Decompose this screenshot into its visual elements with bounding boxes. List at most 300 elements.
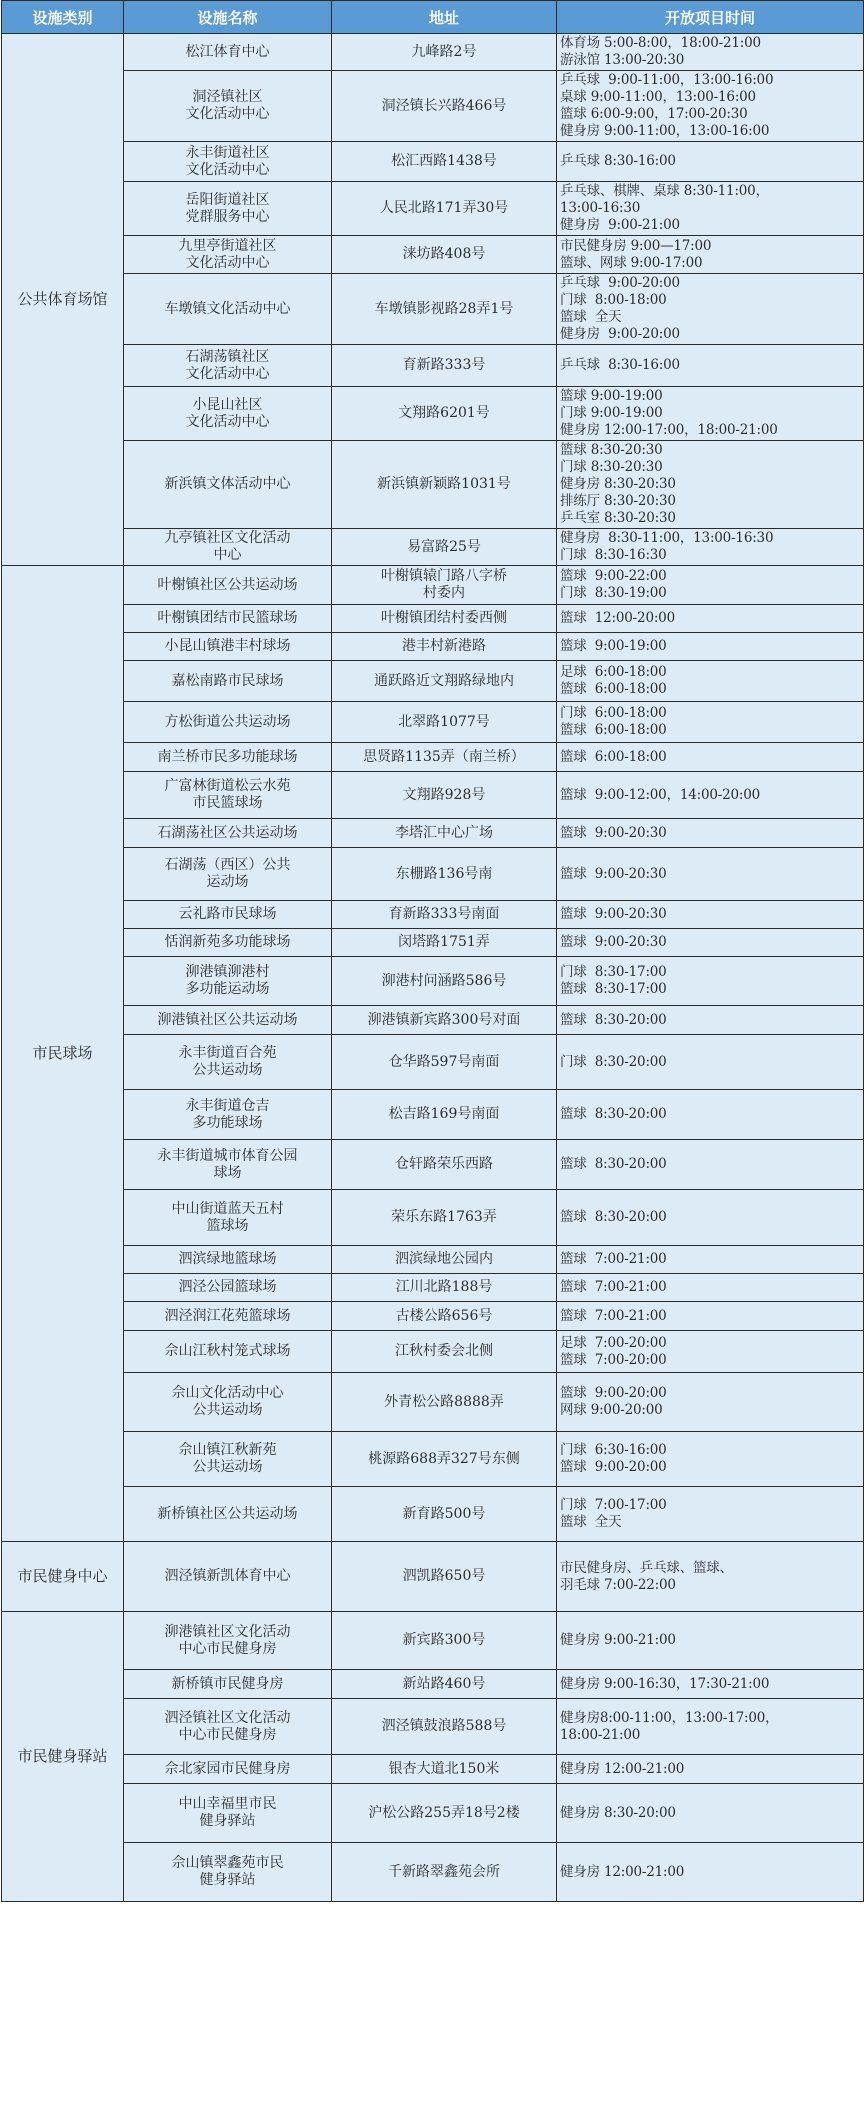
hours-cell-line: 篮球 9:00-20:30 xyxy=(560,906,667,922)
hours-cell-line: 篮球 9:00-22:00 xyxy=(560,568,667,584)
address-cell-line: 北翠路1077号 xyxy=(398,713,490,730)
table-row xyxy=(2,1784,864,1843)
facility-name-cell-line: 公共运动场 xyxy=(192,1062,263,1078)
facility-name-cell xyxy=(124,1302,332,1331)
address-cell xyxy=(332,1542,557,1612)
address-cell-line: 车墩镇影视路28弄1号 xyxy=(374,300,514,317)
table-row xyxy=(2,274,864,345)
facility-name-cell-line: 泖港镇社区公共运动场 xyxy=(157,1011,298,1028)
header-open-hours: 开放项目时间 xyxy=(557,1,864,34)
address-cell xyxy=(332,1190,557,1246)
hours-cell-line: 足球 7:00-20:00 xyxy=(560,1334,667,1351)
hours-cell-line: 健身房 9:00-11:00，13:00-16:00 xyxy=(560,123,770,139)
facility-name-cell-line: 泗滨绿地篮球场 xyxy=(178,1251,277,1267)
address-cell-line: 荣乐东路1763弄 xyxy=(391,1209,497,1225)
table-row xyxy=(2,182,864,236)
hours-cell xyxy=(557,743,864,772)
hours-cell-line: 健身房 12:00-21:00 xyxy=(560,1760,685,1777)
facility-name-cell-line: 佘山镇江秋新苑 xyxy=(178,1442,277,1458)
table-row xyxy=(2,1274,864,1302)
facility-name-cell xyxy=(124,772,332,819)
facility-name-cell-line: 方松街道公共运动场 xyxy=(164,713,291,730)
address-cell xyxy=(332,236,557,274)
address-cell-line: 村委内 xyxy=(423,585,465,601)
hours-cell xyxy=(557,1612,864,1670)
facility-name-cell-line: 文化活动中心 xyxy=(185,365,270,382)
facility-name-cell xyxy=(124,1612,332,1670)
address-cell-line: 九峰路2号 xyxy=(411,43,477,60)
table-row xyxy=(2,1246,864,1274)
facility-name-cell-line: 多功能球场 xyxy=(192,1114,263,1131)
table-row xyxy=(2,957,864,1006)
address-cell xyxy=(332,1006,557,1035)
address-cell-line: 东栅路136号南 xyxy=(395,865,493,882)
address-cell xyxy=(332,1784,557,1843)
address-cell-line: 思贤路1135弄（南兰桥） xyxy=(363,748,525,765)
hours-cell-line: 篮球 7:00-21:00 xyxy=(560,1307,667,1324)
facility-name-cell xyxy=(124,819,332,848)
hours-cell xyxy=(557,1090,864,1140)
hours-cell xyxy=(557,1670,864,1699)
facility-name-cell-line: 叶榭镇社区公共运动场 xyxy=(157,576,298,593)
address-cell-line: 育新路333号南面 xyxy=(388,906,500,922)
facility-name-cell xyxy=(124,441,332,529)
facility-name-cell-line: 车墩镇文化活动中心 xyxy=(164,300,291,317)
hours-cell xyxy=(557,71,864,142)
facility-name-cell xyxy=(124,848,332,901)
address-cell xyxy=(332,34,557,71)
hours-cell xyxy=(557,387,864,441)
facility-table xyxy=(1,0,864,1902)
hours-cell-line: 乒乓球 8:30-16:00 xyxy=(560,153,676,169)
hours-cell-line: 篮球 8:30-20:30 xyxy=(560,442,663,458)
table-row xyxy=(2,1542,864,1612)
address-cell xyxy=(332,1274,557,1302)
facility-name-cell xyxy=(124,142,332,182)
hours-cell-line: 乒乓球 8:30-16:00 xyxy=(560,357,680,373)
facility-name-cell-line: 新桥镇社区公共运动场 xyxy=(157,1505,298,1522)
facility-name-cell-line: 健身驿站 xyxy=(199,1813,256,1829)
facility-name-cell-line: 中心 xyxy=(213,547,242,563)
hours-cell-line: 篮球 6:00-18:00 xyxy=(560,681,667,697)
hours-cell xyxy=(557,772,864,819)
hours-cell xyxy=(557,901,864,929)
facility-name-cell xyxy=(124,743,332,772)
hours-cell-line: 门球 8:30-20:30 xyxy=(560,459,663,475)
facility-name-cell-line: 文化活动中心 xyxy=(185,413,270,430)
table-row xyxy=(2,529,864,566)
table-row xyxy=(2,1432,864,1487)
hours-cell xyxy=(557,1331,864,1373)
hours-cell-line: 篮球 9:00-20:00 xyxy=(560,1385,667,1401)
address-cell xyxy=(332,1755,557,1784)
address-cell-line: 叶榭镇辕门路八字桥 xyxy=(381,568,507,584)
hours-cell-line: 篮球 8:30-20:00 xyxy=(560,1156,667,1172)
hours-cell-line: 篮球 9:00-20:30 xyxy=(560,934,667,950)
address-cell xyxy=(332,819,557,848)
facility-name-cell-line: 中心市民健身房 xyxy=(178,1726,277,1743)
table-row xyxy=(2,743,864,772)
facility-name-cell-line: 文化活动中心 xyxy=(185,254,270,271)
facility-name-cell xyxy=(124,1274,332,1302)
address-cell xyxy=(332,1612,557,1670)
table-row xyxy=(2,1090,864,1140)
hours-cell xyxy=(557,1274,864,1302)
facility-name-cell-line: 小昆山镇港丰村球场 xyxy=(164,638,291,654)
facility-name-cell xyxy=(124,529,332,566)
table-row xyxy=(2,1190,864,1246)
hours-cell-line: 健身房 9:00-16:30，17:30-21:00 xyxy=(560,1675,770,1692)
hours-cell-line: 篮球 8:30-20:00 xyxy=(560,1209,667,1225)
table-row xyxy=(2,1140,864,1190)
facility-name-cell xyxy=(124,182,332,236)
table-row xyxy=(2,702,864,743)
address-cell-line: 易富路25号 xyxy=(407,538,481,555)
facility-name-cell xyxy=(124,1331,332,1373)
table-row xyxy=(2,1755,864,1784)
hours-cell-line: 18:00-21:00 xyxy=(560,1726,641,1743)
facility-name-cell xyxy=(124,71,332,142)
hours-cell-line: 篮球 7:00-21:00 xyxy=(560,1251,667,1267)
hours-cell-line: 篮球 8:30-20:00 xyxy=(560,1011,667,1028)
address-cell-line: 仓华路597号南面 xyxy=(388,1053,500,1070)
address-cell xyxy=(332,1487,557,1542)
address-cell-line: 外青松公路8888弄 xyxy=(384,1393,504,1410)
hours-cell xyxy=(557,182,864,236)
hours-cell-line: 羽毛球 7:00-22:00 xyxy=(560,1576,676,1593)
header-row xyxy=(2,1,864,34)
hours-cell xyxy=(557,957,864,1006)
table-row xyxy=(2,901,864,929)
hours-cell-line: 篮球 6:00-18:00 xyxy=(560,722,667,738)
facility-name-cell-line: 球场 xyxy=(213,1164,242,1181)
facility-name-cell xyxy=(124,929,332,957)
hours-cell-line: 篮球、网球 9:00-17:00 xyxy=(560,254,703,271)
facility-name-cell-line: 中山街道蓝天五村 xyxy=(171,1200,284,1217)
facility-name-cell-line: 文化活动中心 xyxy=(185,106,270,122)
header-facility-name: 设施名称 xyxy=(124,1,332,34)
hours-cell xyxy=(557,529,864,566)
address-cell-line: 泖港村问涵路586号 xyxy=(381,972,507,989)
hours-cell-line: 篮球 9:00-20:30 xyxy=(560,824,667,841)
facility-name-cell xyxy=(124,1190,332,1246)
address-cell-line: 育新路333号 xyxy=(402,357,486,373)
address-cell-line: 新浜镇新颖路1031号 xyxy=(377,476,511,492)
facility-name-cell-line: 运动场 xyxy=(206,874,249,890)
hours-cell-line: 篮球 7:00-20:00 xyxy=(560,1351,667,1368)
facility-name-cell-line: 广富林街道松云水苑 xyxy=(164,778,291,794)
hours-cell xyxy=(557,661,864,702)
address-cell xyxy=(332,1331,557,1373)
hours-cell-line: 市民健身房 9:00—17:00 xyxy=(560,237,712,254)
address-cell-line: 沪松公路255弄18号2楼 xyxy=(368,1804,520,1821)
table-row xyxy=(2,1373,864,1432)
hours-cell xyxy=(557,633,864,661)
facility-name-cell-line: 多功能运动场 xyxy=(185,981,270,997)
facility-name-cell-line: 新浜镇文体活动中心 xyxy=(164,476,291,492)
hours-cell-line: 健身房 8:30-20:00 xyxy=(560,1804,676,1821)
hours-cell-line: 门球 6:00-18:00 xyxy=(560,705,667,721)
facility-name-cell xyxy=(124,345,332,387)
facility-name-cell-line: 永丰街道百合苑 xyxy=(178,1045,277,1061)
facility-name-cell-line: 佘北家园市民健身房 xyxy=(164,1760,291,1777)
address-cell xyxy=(332,1699,557,1755)
hours-cell xyxy=(557,1373,864,1432)
hours-cell-line: 健身房8:00-11:00，13:00-17:00， xyxy=(560,1709,779,1726)
facility-name-cell-line: 泗泾润江花苑篮球场 xyxy=(164,1307,291,1324)
facility-name-cell xyxy=(124,1246,332,1274)
facility-name-cell-line: 泗泾镇新凯体育中心 xyxy=(164,1568,291,1584)
address-cell-line: 文翔路928号 xyxy=(402,786,486,803)
table-row xyxy=(2,661,864,702)
hours-cell xyxy=(557,1843,864,1902)
hours-cell-line: 桌球 9:00-11:00，13:00-16:00 xyxy=(560,89,756,105)
address-cell xyxy=(332,387,557,441)
hours-cell-line: 篮球 全天 xyxy=(560,309,622,325)
facility-name-cell xyxy=(124,1090,332,1140)
hours-cell xyxy=(557,702,864,743)
address-cell xyxy=(332,182,557,236)
address-cell xyxy=(332,566,557,605)
facility-name-cell-line: 永丰街道城市体育公园 xyxy=(157,1147,298,1164)
facility-name-cell xyxy=(124,1699,332,1755)
address-cell xyxy=(332,1373,557,1432)
facility-name-cell xyxy=(124,661,332,702)
hours-cell xyxy=(557,1035,864,1090)
hours-cell-line: 门球 8:30-17:00 xyxy=(560,964,667,980)
facility-name-cell-line: 泖港镇泖港村 xyxy=(185,964,270,980)
facility-name-cell-line: 健身驿站 xyxy=(199,1872,256,1888)
address-cell-line: 银杏大道北150米 xyxy=(388,1760,500,1777)
table-row xyxy=(2,633,864,661)
facility-name-cell xyxy=(124,236,332,274)
facility-name-cell-line: 永丰街道仓吉 xyxy=(185,1097,270,1114)
address-cell-line: 江秋村委会北侧 xyxy=(395,1343,493,1359)
facility-name-cell xyxy=(124,387,332,441)
hours-cell-line: 健身房 9:00-20:00 xyxy=(560,326,680,342)
facility-name-cell-line: 泗泾镇社区文化活动 xyxy=(164,1709,291,1726)
address-cell-line: 泗泾镇鼓浪路588号 xyxy=(381,1718,507,1734)
address-cell-line: 泗凯路650号 xyxy=(402,1568,486,1584)
hours-cell xyxy=(557,1432,864,1487)
address-cell-line: 涞坊路408号 xyxy=(402,246,486,262)
address-cell xyxy=(332,142,557,182)
header-address: 地址 xyxy=(332,1,557,34)
facility-name-cell-line: 石湖荡（西区）公共 xyxy=(164,857,291,873)
table-row xyxy=(2,605,864,633)
address-cell xyxy=(332,702,557,743)
hours-cell xyxy=(557,848,864,901)
header-category: 设施类别 xyxy=(2,1,124,34)
hours-cell-line: 门球 8:30-20:00 xyxy=(560,1053,667,1070)
table-row xyxy=(2,1006,864,1035)
facility-name-cell-line: 泗泾公园篮球场 xyxy=(178,1279,277,1295)
hours-cell-line: 健身房 12:00-21:00 xyxy=(560,1863,685,1880)
hours-cell-line: 健身房 12:00-17:00，18:00-21:00 xyxy=(560,422,778,438)
table-row xyxy=(2,236,864,274)
address-cell-line: 仓轩路荣乐西路 xyxy=(395,1156,493,1172)
address-cell-line: 古楼公路656号 xyxy=(395,1307,493,1324)
table-row xyxy=(2,142,864,182)
hours-cell-line: 篮球 9:00-19:00 xyxy=(560,638,667,654)
address-cell-line: 泖港镇新宾路300号对面 xyxy=(367,1011,521,1028)
facility-name-cell xyxy=(124,1035,332,1090)
table-row xyxy=(2,1699,864,1755)
facility-name-cell xyxy=(124,1843,332,1902)
address-cell-line: 江川北路188号 xyxy=(395,1279,493,1295)
facility-name-cell-line: 中山幸福里市民 xyxy=(178,1796,277,1812)
address-cell xyxy=(332,957,557,1006)
facility-name-cell xyxy=(124,633,332,661)
hours-cell-line: 篮球 8:30-20:00 xyxy=(560,1106,667,1122)
facility-name-cell xyxy=(124,702,332,743)
facility-name-cell xyxy=(124,605,332,633)
facility-name-cell-line: 石湖荡社区公共运动场 xyxy=(157,824,298,841)
category-cell: 市民健身中心 xyxy=(2,1542,124,1612)
facility-name-cell-line: 市民篮球场 xyxy=(192,795,263,811)
facility-name-cell-line: 岳阳街道社区 xyxy=(185,191,270,208)
address-cell xyxy=(332,1140,557,1190)
hours-cell xyxy=(557,1699,864,1755)
hours-cell-line: 健身房 8:30-20:30 xyxy=(560,476,676,492)
address-cell xyxy=(332,345,557,387)
table-row xyxy=(2,1670,864,1699)
hours-cell-line: 篮球 6:00-9:00，17:00-20:30 xyxy=(560,106,748,122)
facility-name-cell xyxy=(124,1432,332,1487)
facility-name-cell-line: 嘉松南路市民球场 xyxy=(171,672,284,689)
facility-name-cell-line: 新桥镇市民健身房 xyxy=(171,1675,284,1692)
hours-cell-line: 门球 8:00-18:00 xyxy=(560,292,667,308)
hours-cell-line: 门球 6:30-16:00 xyxy=(560,1442,667,1458)
hours-cell xyxy=(557,1755,864,1784)
address-cell xyxy=(332,1246,557,1274)
hours-cell xyxy=(557,34,864,71)
hours-cell-line: 体育场 5:00-8:00，18:00-21:00 xyxy=(560,35,761,51)
hours-cell-line: 门球 8:30-16:30 xyxy=(560,547,667,563)
facility-name-cell-line: 恬润新苑多功能球场 xyxy=(164,934,291,950)
hours-cell-line: 游泳馆 13:00-20:30 xyxy=(560,52,685,68)
hours-cell-line: 篮球 9:00-19:00 xyxy=(560,388,663,404)
table-row xyxy=(2,1331,864,1373)
facility-name-cell xyxy=(124,274,332,345)
facility-name-cell xyxy=(124,1784,332,1843)
hours-cell-line: 足球 6:00-18:00 xyxy=(560,664,667,680)
facility-name-cell xyxy=(124,1755,332,1784)
facility-name-cell xyxy=(124,901,332,929)
facility-name-cell-line: 小昆山社区 xyxy=(192,396,263,413)
hours-cell-line: 篮球 7:00-21:00 xyxy=(560,1279,667,1295)
table-row xyxy=(2,34,864,71)
hours-cell-line: 乒乓球 9:00-20:00 xyxy=(560,275,680,291)
table-row xyxy=(2,1487,864,1542)
hours-cell xyxy=(557,274,864,345)
hours-cell-line: 乒乓球 9:00-11:00，13:00-16:00 xyxy=(560,72,774,88)
category-cell: 公共体育场馆 xyxy=(2,34,124,566)
facility-name-cell-line: 云礼路市民球场 xyxy=(178,906,277,922)
address-cell xyxy=(332,1090,557,1140)
hours-cell-line: 门球 8:30-19:00 xyxy=(560,585,667,601)
facility-name-cell-line: 佘山镇翠鑫苑市民 xyxy=(171,1855,284,1871)
address-cell-line: 李塔汇中心广场 xyxy=(395,824,493,841)
facility-name-cell-line: 中心市民健身房 xyxy=(178,1640,277,1657)
facility-name-cell-line: 永丰街道社区 xyxy=(185,144,270,161)
hours-cell-line: 乒乓室 8:30-20:30 xyxy=(560,510,676,526)
address-cell-line: 泗滨绿地公园内 xyxy=(395,1251,493,1267)
hours-cell-line: 篮球 12:00-20:00 xyxy=(560,610,675,626)
category-cell: 市民球场 xyxy=(2,566,124,1542)
table-row xyxy=(2,848,864,901)
facility-name-cell-line: 松江体育中心 xyxy=(185,43,270,60)
address-cell xyxy=(332,633,557,661)
table-row xyxy=(2,819,864,848)
facility-name-cell-line: 九亭镇社区文化活动 xyxy=(164,530,291,546)
table-row xyxy=(2,1843,864,1902)
address-cell xyxy=(332,929,557,957)
hours-cell xyxy=(557,1006,864,1035)
address-cell xyxy=(332,1035,557,1090)
table-row xyxy=(2,1612,864,1670)
facility-name-cell xyxy=(124,1542,332,1612)
facility-name-cell-line: 泖港镇社区文化活动 xyxy=(164,1623,291,1640)
address-cell-line: 通跃路近文翔路绿地内 xyxy=(374,672,514,689)
category-cell: 市民健身驿站 xyxy=(2,1612,124,1902)
table-row xyxy=(2,71,864,142)
hours-cell-line: 篮球 9:00-20:30 xyxy=(560,865,667,882)
hours-cell-line: 排练厅 8:30-20:30 xyxy=(560,493,676,509)
hours-cell xyxy=(557,1302,864,1331)
hours-cell-line: 篮球 9:00-20:00 xyxy=(560,1459,667,1475)
address-cell-line: 文翔路6201号 xyxy=(398,405,490,421)
table-row xyxy=(2,929,864,957)
address-cell xyxy=(332,71,557,142)
address-cell xyxy=(332,605,557,633)
facility-name-cell-line: 文化活动中心 xyxy=(185,161,270,178)
facility-name-cell-line: 党群服务中心 xyxy=(185,208,270,225)
address-cell-line: 新站路460号 xyxy=(402,1675,486,1692)
hours-cell xyxy=(557,236,864,274)
table-row xyxy=(2,566,864,605)
address-cell-line: 松汇西路1438号 xyxy=(391,153,497,169)
address-cell-line: 叶榭镇团结村委西侧 xyxy=(381,610,507,626)
facility-name-cell-line: 公共运动场 xyxy=(192,1402,263,1418)
table-row xyxy=(2,441,864,529)
facility-name-cell xyxy=(124,566,332,605)
address-cell xyxy=(332,743,557,772)
hours-cell xyxy=(557,1542,864,1612)
hours-cell-line: 门球 7:00-17:00 xyxy=(560,1497,667,1513)
hours-cell xyxy=(557,1784,864,1843)
facility-name-cell-line: 洞泾镇社区 xyxy=(192,89,263,105)
hours-cell xyxy=(557,142,864,182)
hours-cell-line: 乒乓球、棋牌、桌球 8:30-11:00， xyxy=(560,183,769,199)
address-cell-line: 松吉路169号南面 xyxy=(388,1106,500,1122)
address-cell xyxy=(332,1843,557,1902)
facility-name-cell-line: 佘山文化活动中心 xyxy=(171,1385,284,1401)
address-cell xyxy=(332,661,557,702)
address-cell xyxy=(332,274,557,345)
hours-cell-line: 健身房 9:00-21:00 xyxy=(560,1632,676,1648)
table-row xyxy=(2,1302,864,1331)
facility-name-cell xyxy=(124,34,332,71)
hours-cell-line: 篮球 9:00-12:00，14:00-20:00 xyxy=(560,786,761,803)
facility-name-cell-line: 篮球场 xyxy=(206,1217,249,1234)
facility-name-cell xyxy=(124,957,332,1006)
address-cell xyxy=(332,529,557,566)
hours-cell-line: 网球 9:00-20:00 xyxy=(560,1402,663,1418)
hours-cell-line: 篮球 6:00-18:00 xyxy=(560,748,667,765)
hours-cell xyxy=(557,1190,864,1246)
facility-name-cell-line: 石湖荡镇社区 xyxy=(185,348,270,365)
